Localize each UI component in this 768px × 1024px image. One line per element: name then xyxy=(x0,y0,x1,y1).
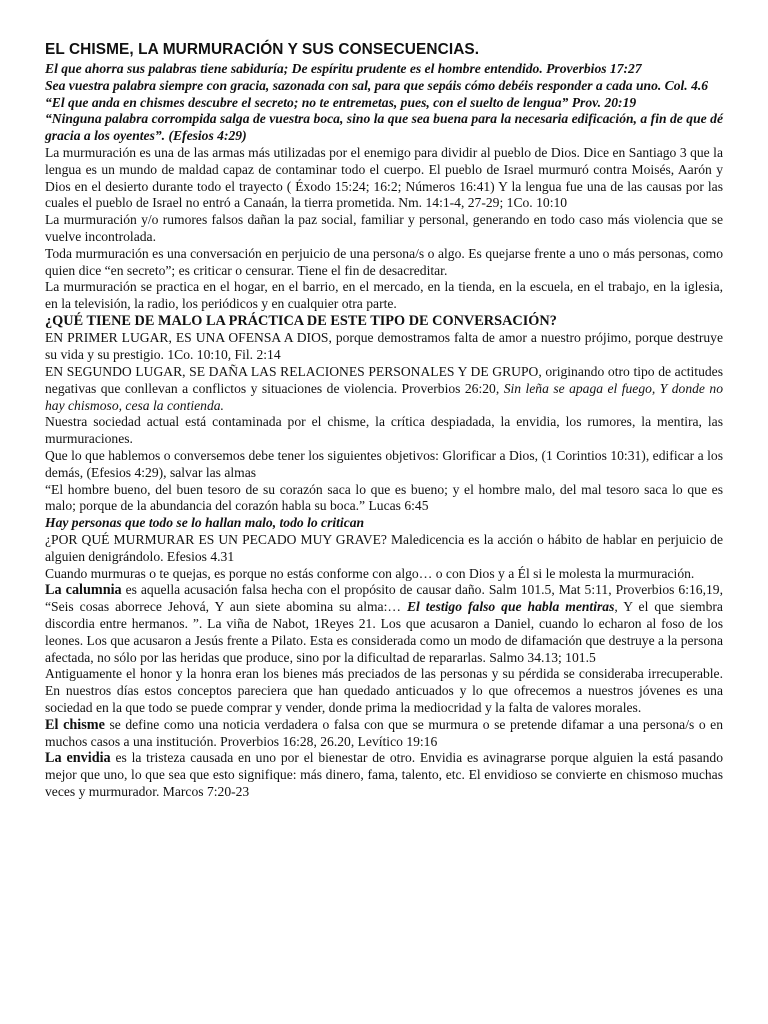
paragraph-text: , Y el que siembra discordia entre hermanos. ”. La viña de Nabot, 1Reyes 21. Los que acusaron a Daniel, cuando lo echaron al foso de los leones. Los que acusaron a Jesús frente a Pilato. Esta es considerada como un modo de difamación que destruye a la persona afectada, no sólo por las heridas que produce, sino por la dificultad de repararlas. Salmo 34.13; 101.5 xyxy=(45,599,723,665)
critics-line: Hay personas que todo se lo hallan malo, todo lo critican xyxy=(45,515,365,531)
section-paragraph: ¿POR QUÉ MURMURAR ES UN PECADO MUY GRAVE? Maledicencia es la acción o hábito de hablar en perjuicio de alguien denigrándolo. Efesios 4.31 xyxy=(45,532,723,564)
section-heading: ¿QUÉ TIENE DE MALO LA PRÁCTICA DE ESTE TIPO DE CONVERSACIÓN? xyxy=(45,312,557,329)
intro-paragraph: La murmuración se practica en el hogar, en el barrio, en el mercado, en la tienda, en la escuela, en el trabajo, en la iglesia, en la televisión, la radio, los periódicos y en cualquier otra parte. xyxy=(45,279,723,312)
paragraph-text: se define como una noticia verdadera o falsa con que se murmura o se pretende difamar a una persona/s o en muchos casos a una institución. Proverbios 16:28, 26.20, Levítico 19:16 xyxy=(45,716,724,749)
envidia-paragraph xyxy=(45,750,723,800)
quote-proverbios-17-27: El que ahorra sus palabras tiene sabiduría; De espíritu prudente es el hombre entendido. Proverbios 17:27 xyxy=(45,61,642,76)
section-paragraph: Que lo que hablemos o conversemos debe tener los siguientes objetivos: Glorificar a Dios, (1 Corintios 10:31), edificar a los demás, (Efesios 4:29), salvar las almas xyxy=(45,448,723,480)
intro-paragraph: La murmuración es una de las armas más utilizadas por el enemigo para dividir al pueblo de Dios. Dice en Santiago 3 que la lengua es un mundo de maldad capaz de contaminar todo el cuerpo. El pueblo de Israel murmuró contra Moisés, Aarón y Dios en el desierto durante todo el trayecto ( Éxodo 15:24; 16:2; Números 16:41) Y la lengua fue una de las causas por las cuales el pueblo de Israel no entró a Canaán, la tierra prometida. Nm. 14:1-4, 27-29; 1Co. 10:10 xyxy=(45,144,723,211)
chisme-term: El chisme xyxy=(45,716,105,733)
italic-quote: Sin leña se apaga el fuego, Y donde no hay chismoso, cesa la contienda. xyxy=(45,380,723,413)
bold-italic-quote: El testigo falso que habla mentiras xyxy=(406,599,615,615)
intro-paragraph: Toda murmuración es una conversación en perjuicio de una persona/s o algo. Es quejarse frente a uno o más personas, como quien dice “en secreto”; es criticar o censurar. Tiene el fin de desacreditar. xyxy=(45,245,723,278)
document-page xyxy=(45,40,723,801)
section-paragraph: EN PRIMER LUGAR, ES UNA OFENSA A DIOS, porque demostramos falta de amor a nuestro prójimo, porque destruye su vida y su prestigio. 1Co. 10:10, Fil. 2:14 xyxy=(45,330,723,363)
calumnia-paragraph xyxy=(45,582,723,666)
section-paragraph xyxy=(45,364,723,414)
paragraph-text: es la tristeza causada en uno por el bienestar de otro. Envidia es avinagrarse porque alguien la está pasando mejor que uno, lo que sea que esto signifique: más dinero, fama, talento, etc. El envidioso se convierte en chismoso muchas veces y murmurador. Marcos 7:20-23 xyxy=(45,750,723,799)
quote-colosenses-4-6: Sea vuestra palabra siempre con gracia, sazonada con sal, para que sepáis cómo debéis responder a cada uno. Col. 4.6 xyxy=(45,77,709,93)
honor-paragraph: Antiguamente el honor y la honra eran los bienes más preciados de las personas y su pérdida se consideraba irrecuperable. En nuestros días estos conceptos pareciera que han quedado anticuados y lo que ofrecemos a nuestros jóvenes es una sociedad en la que todo se puede comprar y vender, donde prima la mediocridad y la falta de valores morales. xyxy=(45,666,723,715)
lucas-quote: “El hombre bueno, del buen tesoro de su corazón saca lo que es bueno; y el hombre malo, del mal tesoro saca lo que es malo; porque de la abundancia del corazón habla su boca.” Lucas 6:45 xyxy=(45,481,723,514)
quote-proverbios-20-19: “El que anda en chismes descubre el secreto; no te entremetas, pues, con el suelto de lengua” Prov. 20:19 xyxy=(45,94,637,110)
quote-efesios-4-29: “Ninguna palabra corrompida salga de vuestra boca, sino la que sea buena para la necesaria edificación, a fin de que dé gracia a los oyentes”. (Efesios 4:29) xyxy=(45,111,723,144)
document-title: EL CHISME, LA MURMURACIÓN Y SUS CONSECUENCIAS. xyxy=(45,41,480,58)
section-paragraph: Nuestra sociedad actual está contaminada por el chisme, la crítica despiadada, la envidia, los rumores, la mentira, las murmuraciones. xyxy=(45,414,723,447)
chisme-paragraph xyxy=(45,717,723,751)
section-paragraph: Cuando murmuras o te quejas, es porque no estás conforme con algo… o con Dios y a Él si le molesta la murmuración. xyxy=(45,565,695,581)
paragraph-text: EN SEGUNDO LUGAR, SE DAÑA LAS RELACIONES PERSONALES Y DE GRUPO, originando otro tipo de actitudes negativas que conllevan a conflictos y situaciones de violencia. Proverbios 26:20, xyxy=(45,364,723,396)
envidia-term: La envidia xyxy=(45,750,111,767)
paragraph-text: es aquella acusación falsa hecha con el propósito de causar daño. Salm 101.5, Mat 5:11, Proverbios 6:16,19, “Seis cosas aborrece Jehová, Y aun siete abomina su alma:… xyxy=(45,582,723,615)
calumnia-term: La calumnia xyxy=(45,582,122,599)
intro-paragraph: La murmuración y/o rumores falsos dañan la paz social, familiar y personal, generando en todo caso más violencia que se vuelve incontrolada. xyxy=(45,212,723,244)
